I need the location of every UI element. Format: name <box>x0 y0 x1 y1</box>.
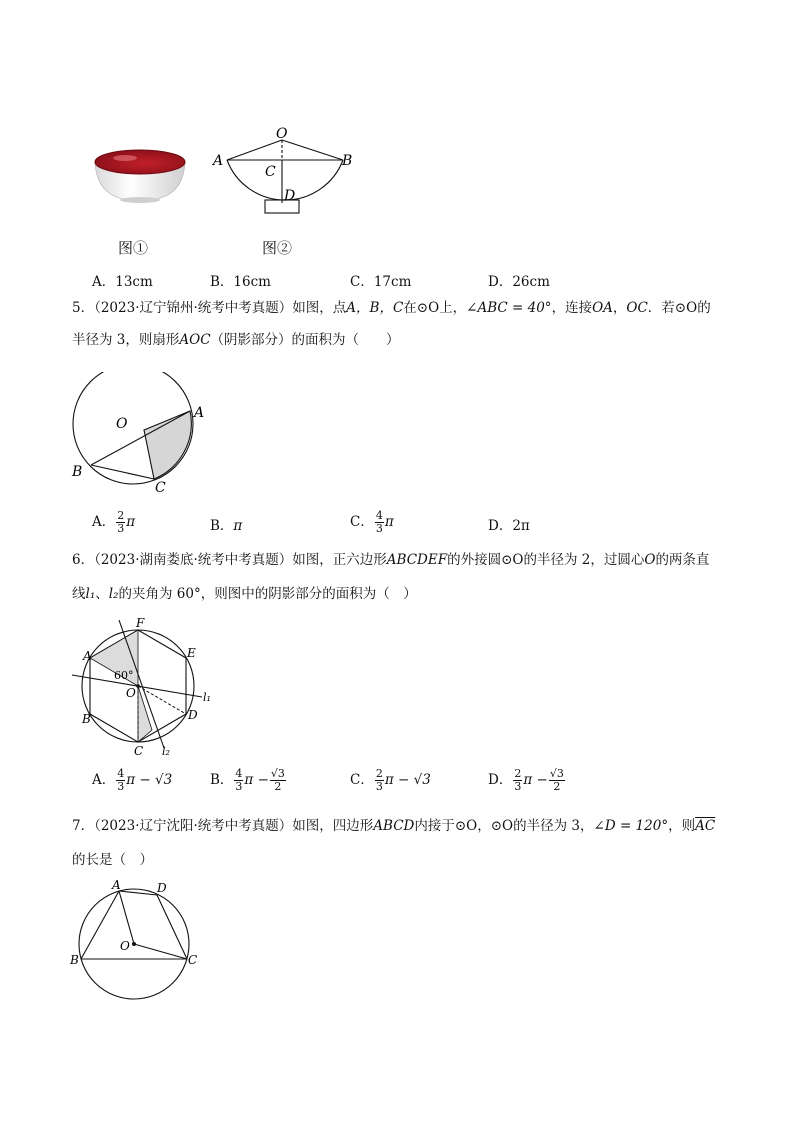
q6-label-l2: l₂ <box>162 745 170 758</box>
bowl-photo <box>95 150 185 203</box>
q7-figure <box>64 878 214 1003</box>
fig2-label-B: B <box>342 153 353 169</box>
q6-label-A: A <box>83 649 92 663</box>
q6-label-B: B <box>82 712 91 726</box>
q5-label-B: B <box>72 464 83 480</box>
q5-label-C: C <box>155 480 166 496</box>
fig2-label-O: O <box>276 126 288 142</box>
fig2-label-C: C <box>265 164 276 180</box>
q5-option-d[interactable]: D．2π <box>488 518 530 534</box>
q7-label-B: B <box>70 953 79 967</box>
q7-label-O: O <box>120 939 130 953</box>
q5-question-line1: 5．（2023·辽宁锦州·统考中考真题）如图，点A，B，C在⊙O上，∠ABC = 40°，连接OA，OC．若⊙O的 <box>72 300 711 316</box>
q6-label-C: C <box>134 744 144 758</box>
q7-question-line2: 的长是（ ） <box>72 852 153 868</box>
fig2-label-D: D <box>284 188 296 204</box>
q6-label-O: O <box>126 686 136 700</box>
q6-label-E: E <box>187 646 196 660</box>
q6-question-line2: 线l₁、l₂的夹角为 60°，则图中的阴影部分的面积为（ ） <box>72 586 417 602</box>
q6-option-d[interactable]: D． $\frac{2}{3}$ π − $\frac{√3}{2}$ <box>488 767 564 793</box>
q5-option-b[interactable]: B．π <box>210 518 243 534</box>
q6-option-b[interactable]: B． $\frac{4}{3}$ π − $\frac{√3}{2}$ <box>210 767 285 793</box>
q6-figure <box>64 615 224 760</box>
q5-label-A: A <box>194 405 205 421</box>
q7-label-D: D <box>157 881 167 895</box>
q4-option-a[interactable]: A．13cm <box>92 274 153 290</box>
q4-option-b[interactable]: B．16cm <box>210 274 271 290</box>
q5-question-line2: 半径为 3，则扇形AOC（阴影部分）的面积为（ ） <box>72 332 400 348</box>
q5-option-a[interactable]: A． $\frac{2}{3}$ π <box>92 509 136 535</box>
q6-option-c[interactable]: C． $\frac{2}{3}$ π − √3 <box>350 767 431 793</box>
q7-question-line1: 7．（2023·辽宁沈阳·统考中考真题）如图，四边形ABCD内接于⊙O，⊙O的半径为 3，∠D = 120°，则$\overline{AC}$ <box>72 818 716 834</box>
q6-label-F: F <box>136 616 145 630</box>
q5-figure <box>62 372 212 500</box>
q4-option-c[interactable]: C．17cm <box>350 274 412 290</box>
q4-option-d[interactable]: D．26cm <box>488 274 550 290</box>
q7-label-C: C <box>188 953 198 967</box>
q6-label-l1: l₁ <box>203 691 211 704</box>
q7-label-A: A <box>112 878 121 892</box>
q6-question-line1: 6．（2023·湖南娄底·统考中考真题）如图，正六边形ABCDEF的外接圆⊙O的半径为 2，过圆心O的两条直 <box>72 552 710 568</box>
q6-label-D: D <box>188 708 198 722</box>
q5-option-c[interactable]: C． $\frac{4}{3}$ π <box>350 509 394 535</box>
fig1-caption: 图① <box>118 239 149 257</box>
fig2-label-A: A <box>213 153 224 169</box>
q5-label-O: O <box>116 416 128 432</box>
q6-option-a[interactable]: A． $\frac{4}{3}$ π − √3 <box>92 767 173 793</box>
q6-label-angle: 60° <box>114 669 134 682</box>
fig2-caption: 图② <box>262 239 293 257</box>
